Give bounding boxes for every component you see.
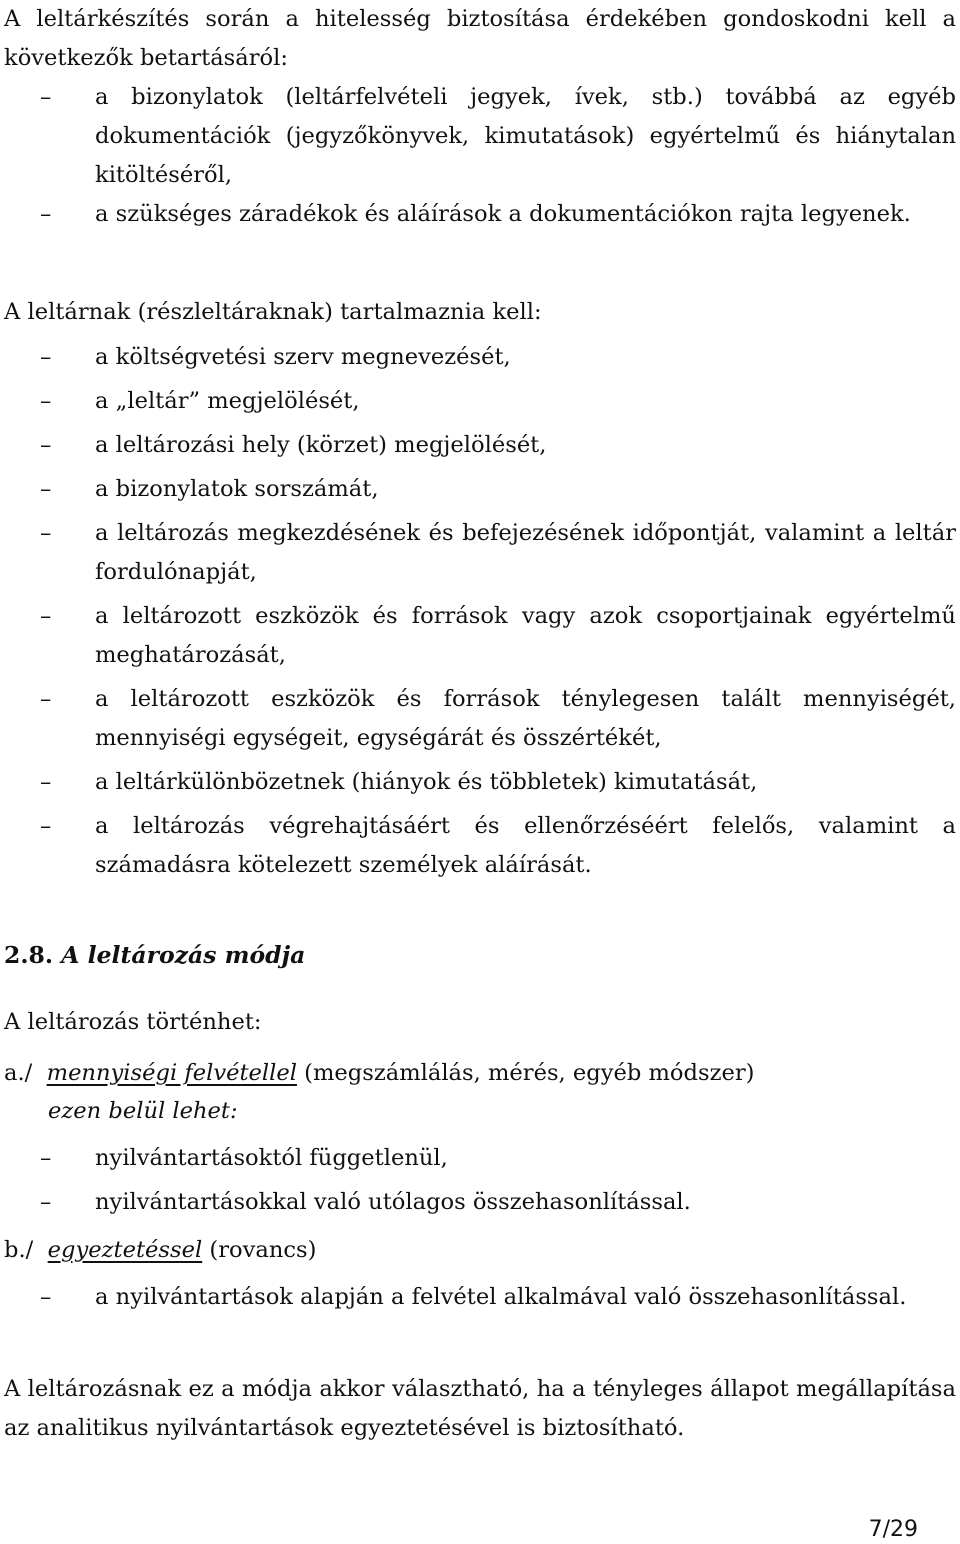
list-item: – a leltározási hely (körzet) megjelölését, <box>0 426 956 465</box>
list-item: – a szükséges záradékok és aláírások a dokumentációkon rajta legyenek. <box>0 195 956 234</box>
dash-bullet-icon: – <box>40 344 52 370</box>
dash-bullet-icon: – <box>40 388 52 414</box>
dash-bullet-icon: – <box>40 476 52 502</box>
dash-bullet-icon: – <box>40 1145 52 1171</box>
section-title: A leltározás módja <box>61 941 306 969</box>
method-b-list <box>0 1278 960 1317</box>
intro-paragraph: A leltárkészítés során a hitelesség biztosítása érdekében gondoskodni kell a következők betartásáról: <box>4 6 956 71</box>
list-item: – a leltározás megkezdésének és befejezésének időpontját, valamint a leltár fordulónapját, <box>0 514 956 592</box>
method-b-prefix: b./ <box>4 1237 34 1263</box>
list-item: – a leltárkülönbözetnek (hiányok és többletek) kimutatását, <box>0 763 956 802</box>
dash-bullet-icon: – <box>40 686 52 712</box>
list-item: – a bizonylatok sorszámát, <box>0 470 956 509</box>
section-heading <box>4 935 305 975</box>
method-a-list <box>0 1139 960 1222</box>
list-item: – a leltározás végrehajtásáért és ellenőrzéséért felelős, valamint a számadásra kötelezett személyek aláírását. <box>0 807 956 885</box>
contents-intro: A leltárnak (részleltáraknak) tartalmaznia kell: <box>4 299 542 325</box>
method-a-term: mennyiségi felvétellel <box>46 1060 297 1086</box>
dash-bullet-icon: – <box>40 432 52 458</box>
method-b-term: egyeztetéssel <box>47 1237 203 1263</box>
contents-list <box>0 338 960 885</box>
list-item: – a költségvetési szerv megnevezését, <box>0 338 956 377</box>
intro-list <box>0 78 960 234</box>
dash-bullet-icon: – <box>40 201 52 227</box>
list-item: – a leltározott eszközök és források vagy azok csoportjainak egyértelmű meghatározását, <box>0 597 956 675</box>
list-item: – nyilvántartásokkal való utólagos összehasonlítással. <box>0 1183 956 1222</box>
method-a-within: ezen belül lehet: <box>48 1098 238 1124</box>
section-number: 2.8. <box>4 941 54 969</box>
list-item: – a leltározott eszközök és források ténylegesen talált mennyiségét, mennyiségi egységeit, egységárát és összértékét, <box>0 680 956 758</box>
method-a-line <box>4 1054 755 1093</box>
closing-paragraph: A leltározásnak ez a módja akkor választható, ha a tényleges állapot megállapítása az analitikus nyilvántartások egyeztetésével is biztosítható. <box>4 1376 956 1441</box>
list-item: – nyilvántartásoktól függetlenül, <box>0 1139 956 1178</box>
list-item: – a bizonylatok (leltárfelvételi jegyek, ívek, stb.) továbbá az egyéb dokumentációk (jegyzőkönyvek, kimutatások) egyértelmű és hiánytalan kitöltéséről, <box>0 78 956 195</box>
dash-bullet-icon: – <box>40 1284 52 1310</box>
dash-bullet-icon: – <box>40 1189 52 1215</box>
dash-bullet-icon: – <box>40 603 52 629</box>
dash-bullet-icon: – <box>40 769 52 795</box>
method-b-rest: (rovancs) <box>209 1237 317 1263</box>
dash-bullet-icon: – <box>40 813 52 839</box>
method-b-line <box>4 1231 316 1270</box>
method-a-prefix: a./ <box>4 1060 33 1086</box>
methods-intro: A leltározás történhet: <box>4 1009 262 1035</box>
page-number: 7/29 <box>868 1517 918 1542</box>
dash-bullet-icon: – <box>40 84 52 110</box>
list-item: – a „leltár” megjelölését, <box>0 382 956 421</box>
list-item: – a nyilvántartások alapján a felvétel alkalmával való összehasonlítással. <box>0 1278 956 1317</box>
dash-bullet-icon: – <box>40 520 52 546</box>
method-a-rest: (megszámlálás, mérés, egyéb módszer) <box>304 1060 755 1086</box>
